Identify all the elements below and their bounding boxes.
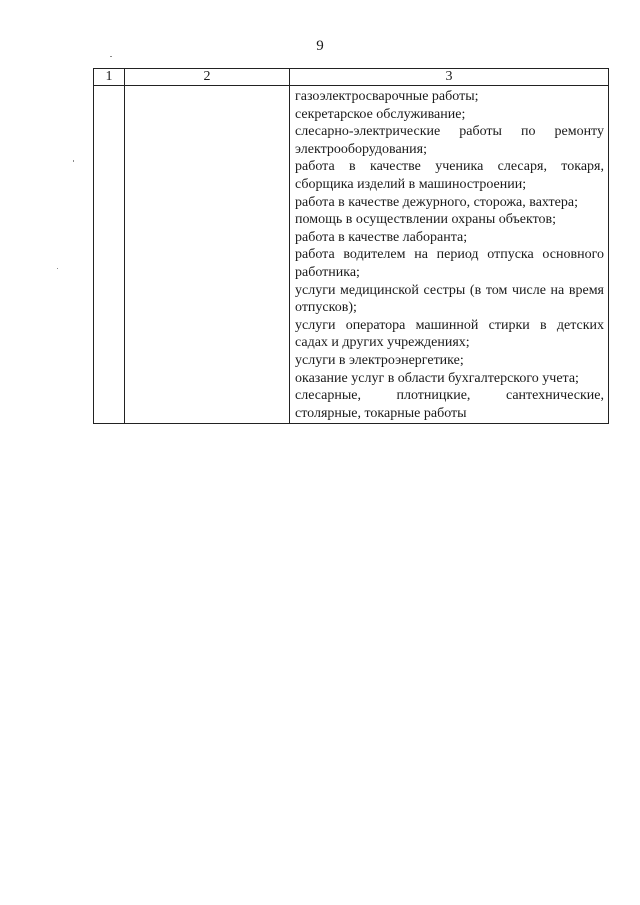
list-item: слесарно-электрические работы по ремонту электрооборудования; [295,124,604,157]
list-item: услуги медицинской сестры (в том числе на время отпусков); [295,282,604,316]
table-row [94,86,609,424]
list-item: услуги в электроэнергетике; [295,352,464,368]
page-number: 9 [316,38,324,54]
column-header-2: 2 [125,69,290,86]
column-header-1: 1 [94,69,125,86]
list-item: работа в качестве дежурного, сторожа, вахтера; [295,194,578,210]
list-item: работа в качестве ученика слесаря, токаря, сборщика изделий в машиностроении; [295,159,604,192]
document-table [93,68,609,424]
table-cell-col2 [125,86,290,424]
list-item: секретарское обслуживание; [295,106,466,122]
list-item: оказание услуг в области бухгалтерского учета; [295,370,579,386]
scan-dot [73,160,74,162]
list-item: работа в качестве лаборанта; [295,229,468,245]
column-header-3: 3 [290,69,609,86]
table-cell-col3 [290,86,609,424]
list-item: услуги оператора машинной стирки в детских садах и других учреждениях; [295,317,604,351]
table-cell-col1 [94,86,125,424]
list-item: помощь в осуществлении охраны объектов; [295,212,557,228]
list-item: работа водителем на период отпуска основного работника; [295,247,604,280]
scan-dot [110,56,112,57]
scan-dot [57,268,58,269]
table-header-row [94,69,609,86]
list-item: газоэлектросварочные работы; [295,89,479,104]
list-item: слесарные, плотницкие, сантехнические, столярные, токарные работы [295,388,604,421]
